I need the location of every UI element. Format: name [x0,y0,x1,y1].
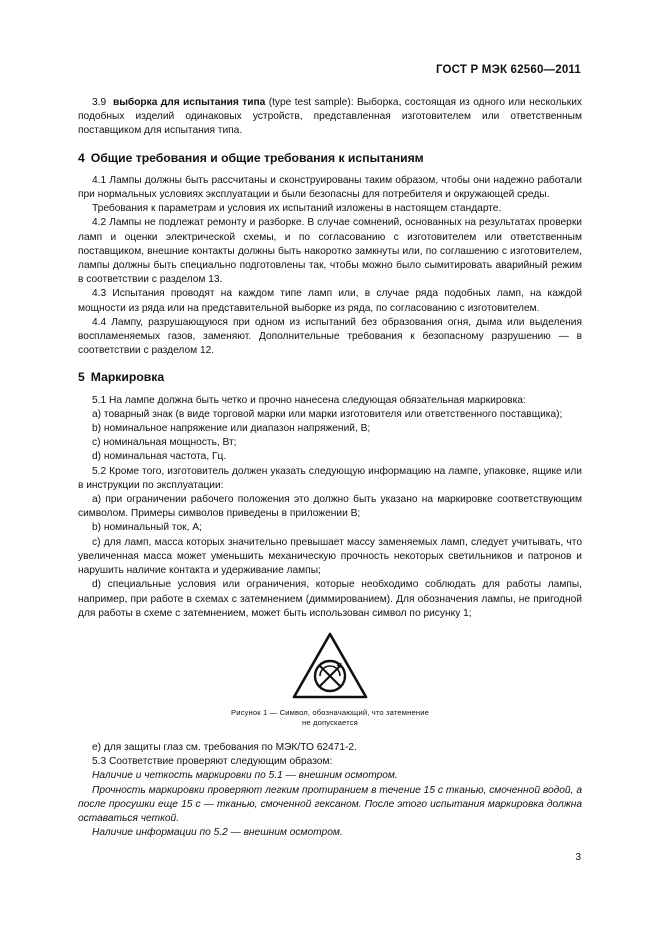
paragraph-5-3-check-1: Наличие и четкость маркировки по 5.1 — внешним осмотром. [92,770,398,782]
section-title: Маркировка [90,370,165,385]
page-content [78,96,582,840]
section-number: 4 [78,150,85,165]
list-item-5-1-d: d) номинальная частота, Гц. [92,451,227,463]
clause-3-9 [78,96,582,139]
paragraph-5-1: 5.1 На лампе должна быть четко и прочно нанесена следующая обязательная маркировка: [92,394,526,406]
figure-caption-line: Рисунок 1 — Символ, обозначающий, что затемнение [231,707,429,717]
clause-term-en: (type test sample): [268,97,354,108]
paragraph-5-3-check-3: Наличие информации по 5.2 — внешним осмотром. [92,827,343,839]
clause-number: 3.9 [92,97,107,108]
list-item-5-2-e: e) для защиты глаз см. требования по МЭК/ТО 62471-2. [92,741,357,753]
paragraph-4-1: 4.1 Лампы должны быть рассчитаны и сконструированы таким образом, чтобы они надежно работали при нормальных условиях эксплуатации и были безопасны для потребителя и окружающей среды. [78,174,582,201]
list-item-5-1-c: c) номинальная мощность, Вт; [92,437,237,449]
paragraph-4-2: 4.2 Лампы не подлежат ремонту и разборке. В случае сомнений, основанных на результатах проверки ламп и оценки электрической схемы, и по согласованию с изготовителем или ответственным поставщиком, внешние контакты должны быть накоротко замкнуты или, по соглашению с изготовителем, лампы должны быть специально подготовлены так, чтобы можно было сымитировать аварийный режим в соответствии с разделом 13. [78,217,582,286]
list-item-5-1-b: b) номинальное напряжение или диапазон напряжений, В; [92,423,371,435]
figure-caption [78,708,582,729]
paragraph-4-4: 4.4 Лампу, разрушающуюся при одном из испытаний без образования огня, дыма или выделения воспламеняемых газов, заменяют. Дополнительные требования к безопасному разрушению — в соответствии с разделом 12. [78,316,582,357]
paragraph-5-2: 5.2 Кроме того, изготовитель должен указать следующую информацию на лампе, упаковке, ящике или в инструкции по эксплуатации: [78,465,582,491]
section-number: 5 [78,370,85,385]
document-header: ГОСТ Р МЭК 62560—2011 [435,64,581,76]
figure-caption-line: не допускается [302,718,358,728]
page-number: 3 [575,852,581,863]
list-item-5-2-b: b) номинальный ток, А; [92,522,202,534]
paragraph-5-3-check-2: Прочность маркировки проверяют легким протиранием в течение 15 с тканью, смоченной водой, а после просушки еще 15 с — тканью, смоченной гексаном. После этого испытания маркировка должна оставаться четкой. [78,784,582,824]
section-title: Общие требования и общие требования к испытаниям [90,150,424,165]
list-item-5-2-d: d) специальные условия или ограничения, которые необходимо соблюдать для работы лампы, например, при работе в схемах с затемнением (диммированием). Для обозначения лампы, не пригодной для работы в схеме с затемнением, может быть использован символ по рисунку 1; [78,579,582,619]
list-item-5-1-a: a) товарный знак (в виде торговой марки или марки изготовителя или ответственного поставщика); [92,408,563,420]
list-item-5-2-c: c) для ламп, масса которых значительно превышает массу заменяемых ламп, следует учитывать, что увеличенная масса может уменьшить механическую прочность некоторых светильников и патронов и нарушить наличие контакта и удерживание лампы; [78,536,582,577]
no-dimming-symbol-icon [291,631,369,701]
figure-1 [78,631,582,729]
clause-text: Выборка, состоящая из одного или нескольких подобных изделий одинаковых устройств, представленная изготовителем или ответственным поставщиком для испытания типа. [78,97,582,137]
section-4-heading [78,151,582,165]
paragraph-4-1-cont: Требования к параметрам и условия их испытаний изложены в настоящем стандарте. [92,203,502,215]
paragraph-5-3: 5.3 Соответствие проверяют следующим образом: [92,756,333,768]
paragraph-4-3: 4.3 Испытания проводят на каждом типе ламп или, в случае ряда подобных ламп, на каждой мощности из ряда или на представительной выборке из ряда, по согласованию с изготовителем. [78,288,582,314]
list-item-5-2-a: a) при ограничении рабочего положения это должно быть указано на маркировке соответствующим символом. Примеры символов приведены в приложении В; [78,494,582,520]
clause-term: выборка для испытания типа [112,97,266,108]
section-5-heading [78,370,582,384]
